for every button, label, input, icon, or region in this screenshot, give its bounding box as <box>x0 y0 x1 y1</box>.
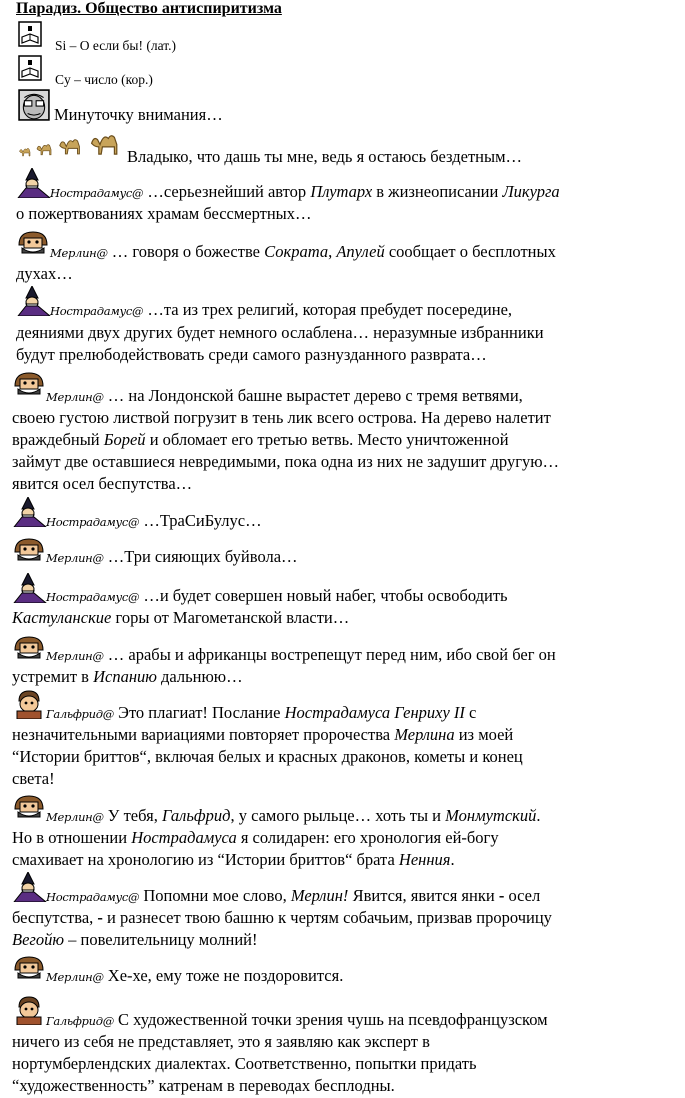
text-segment: устремит в <box>12 667 94 686</box>
merlin-avatar-icon <box>12 954 46 980</box>
text-segment: Апулей <box>336 242 385 261</box>
text-segment: Нострадамуса Генриху II <box>284 703 465 722</box>
text-segment: Это плагиат! Послание <box>113 703 285 722</box>
text-segment: Монмутский <box>445 806 537 825</box>
text-segment: беспутства, <box>12 908 98 927</box>
text-line <box>46 585 508 608</box>
text-segment: Борей <box>103 430 146 449</box>
text-line <box>16 203 312 225</box>
text-line <box>46 702 476 725</box>
text-segment: дальнюю… <box>156 667 243 686</box>
text-segment: . <box>536 806 541 825</box>
wizard-avatar-icon <box>12 497 48 527</box>
nick-galfrid: Гальфрид@ <box>46 1014 114 1028</box>
nick-merlin: Мерлин@ <box>46 970 104 984</box>
nick-nostradamus: Нострадамус@ <box>50 304 144 318</box>
nick-merlin: Мерлин@ <box>50 246 108 260</box>
text-segment: осел <box>504 886 541 905</box>
text-line <box>12 929 258 951</box>
text-segment: Кастуланские <box>12 608 112 627</box>
text-segment: …и будет совершен новый набег, чтобы освободить <box>139 586 508 605</box>
text-segment: , у самого рыльце… хоть ты и <box>230 806 446 825</box>
camel-icon <box>18 146 33 158</box>
text-line <box>12 746 523 768</box>
text-segment: Гальфрид <box>161 806 231 825</box>
text-line <box>12 1075 395 1097</box>
text-line <box>46 965 343 988</box>
text-segment: нортумберлендских диалектах. Соответственно, попытки придать <box>12 1054 477 1073</box>
nick-merlin: Мерлин@ <box>46 649 104 663</box>
text-segment: – повелительницу молний! <box>63 930 258 949</box>
text-segment: и обломает его третью ветвь. Место уничтоженной <box>145 430 509 449</box>
text-segment: Сократа <box>264 242 329 261</box>
text-segment: явится осел беспутства… <box>12 474 193 493</box>
nick-merlin: Мерлин@ <box>46 810 104 824</box>
wizard-avatar-icon <box>16 168 52 198</box>
text-segment: - <box>97 908 103 927</box>
text-line <box>12 849 455 871</box>
text-segment: …Три сияющих буйвола… <box>103 547 298 566</box>
text-line <box>12 827 499 849</box>
camel-icon <box>35 141 55 158</box>
text-segment: незначительными вариациями повторяет пророчества <box>12 725 395 744</box>
text-line <box>12 907 552 929</box>
nick-galfrid: Гальфрид@ <box>46 707 114 721</box>
text-line <box>46 546 298 569</box>
text-segment: своею густою листвой погрузит в тень лик всего острова. На дерево налетит <box>12 408 551 427</box>
text-segment: …серьезнейший автор <box>143 182 311 201</box>
nick-merlin: Мерлин@ <box>46 390 104 404</box>
text-segment: ничего из себя не представляет, это я заявляю как эксперт в <box>12 1032 430 1051</box>
nick-nostradamus: Нострадамус@ <box>50 186 144 200</box>
text-segment: Владыко, что дашь ты мне, ведь я остаюсь бездетным… <box>127 147 523 166</box>
merlin-avatar-icon <box>12 634 46 660</box>
text-line <box>16 344 487 366</box>
text-segment: У тебя, <box>103 806 162 825</box>
text-segment: Плутарх <box>310 182 373 201</box>
text-segment: сообщает о бесплотных <box>384 242 556 261</box>
wizard-avatar-icon <box>12 872 48 902</box>
text-segment: и разнесет твою башню к чертям собачьим, призвав пророчицу <box>102 908 552 927</box>
merlin-avatar-icon <box>16 229 50 255</box>
text-line <box>12 473 192 495</box>
text-segment: Но в отношении <box>12 828 132 847</box>
merlin-avatar-icon <box>12 370 46 396</box>
wizard-avatar-icon <box>12 573 48 603</box>
nick-nostradamus: Нострадамус@ <box>46 890 140 904</box>
text-line <box>12 724 513 746</box>
text-line <box>12 407 551 429</box>
text-line <box>127 146 522 168</box>
text-line <box>50 299 512 322</box>
text-segment: … говоря о божестве <box>107 242 265 261</box>
camel-icon <box>57 135 85 158</box>
galfrid-avatar-icon <box>12 689 46 719</box>
nick-nostradamus: Нострадамус@ <box>46 515 140 529</box>
text-segment: духах… <box>16 264 73 283</box>
text-line <box>46 885 540 908</box>
text-line <box>12 451 559 473</box>
text-line <box>12 429 509 451</box>
merlin-avatar-icon <box>12 793 46 819</box>
text-segment: деяниями двух других будет немного ослаблена… неразумные избранники <box>16 323 544 342</box>
text-segment: из моей <box>454 725 514 744</box>
text-line <box>12 1053 476 1075</box>
text-line <box>46 1009 548 1032</box>
camel-icon <box>88 130 124 159</box>
text-line <box>46 805 541 828</box>
text-line <box>46 510 262 533</box>
wizard-avatar-icon <box>16 286 52 316</box>
text-line <box>12 768 55 790</box>
text-segment: враждебный <box>12 430 104 449</box>
text-line <box>50 181 560 204</box>
text-segment: … на Лондонской башне вырастет дерево с тремя ветвями, <box>103 386 523 405</box>
book-icon <box>18 55 42 81</box>
text-segment: Минуточку внимания… <box>54 105 223 124</box>
text-segment: горы от Магометанской власти… <box>111 608 350 627</box>
text-segment: …та из трех религий, которая пребудет посередине, <box>143 300 513 319</box>
text-segment: будут прелюбодействовать среди самого разнузданного разврата… <box>16 345 487 364</box>
text-segment: . <box>450 850 455 869</box>
merlin-avatar-icon <box>12 536 46 562</box>
text-line <box>16 263 73 285</box>
text-segment: Si – О если бы! (лат.) <box>55 38 176 53</box>
page-title: Парадиз. Общество антиспиритизма <box>16 0 282 17</box>
text-segment: в жизнеописании <box>372 182 503 201</box>
text-segment: с <box>464 703 477 722</box>
text-segment: С художественной точки зрения чушь на псевдофранцузском <box>113 1010 548 1029</box>
text-segment: смахивает на хронологию из “Истории бриттов“ брата <box>12 850 399 869</box>
text-line <box>55 35 176 57</box>
text-line <box>55 69 153 91</box>
book-icon <box>18 21 42 47</box>
text-segment: - <box>498 886 505 905</box>
text-segment: Явится, явится янки <box>348 886 499 905</box>
text-segment: я солидарен: его хронология ей-богу <box>236 828 499 847</box>
text-segment: … арабы и африканцы вострепещут перед ним, ибо свой бег он <box>103 645 556 664</box>
text-segment: займут две оставшиеся невредимыми, пока одна из них не задушит другую… <box>12 452 560 471</box>
text-segment: Ненния <box>398 850 451 869</box>
text-line <box>50 241 556 264</box>
text-segment: Испанию <box>93 667 157 686</box>
galfrid-avatar-icon <box>12 995 46 1025</box>
text-line <box>16 322 544 344</box>
text-segment: Мерлина <box>394 725 455 744</box>
text-segment: …ТраСиБулус… <box>139 511 262 530</box>
text-segment: Ликурга <box>502 182 560 201</box>
text-line <box>54 104 223 126</box>
text-line <box>12 607 349 629</box>
text-segment: о пожертвованиях храмам бессмертных… <box>16 204 312 223</box>
text-segment: Вегойю <box>12 930 64 949</box>
text-segment: Cy – число (кор.) <box>55 72 153 87</box>
text-segment: Попомни мое слово, <box>139 886 291 905</box>
text-segment: Нострадамуса <box>131 828 237 847</box>
text-line <box>12 666 243 688</box>
text-segment: “Истории бриттов“, включая белых и красных драконов, кометы и конец <box>12 747 523 766</box>
text-line <box>46 385 523 408</box>
text-segment: , <box>328 242 337 261</box>
nick-merlin: Мерлин@ <box>46 551 104 565</box>
text-segment: света! <box>12 769 55 788</box>
text-segment: “художественность” катренам в переводах бесплодны. <box>12 1076 395 1095</box>
text-segment: Хе-хе, ему тоже не поздоровится. <box>103 966 344 985</box>
text-line <box>46 644 556 667</box>
nick-nostradamus: Нострадамус@ <box>46 590 140 604</box>
text-line <box>12 1031 430 1053</box>
face-icon <box>18 89 50 121</box>
text-segment: Мерлин! <box>290 886 349 905</box>
